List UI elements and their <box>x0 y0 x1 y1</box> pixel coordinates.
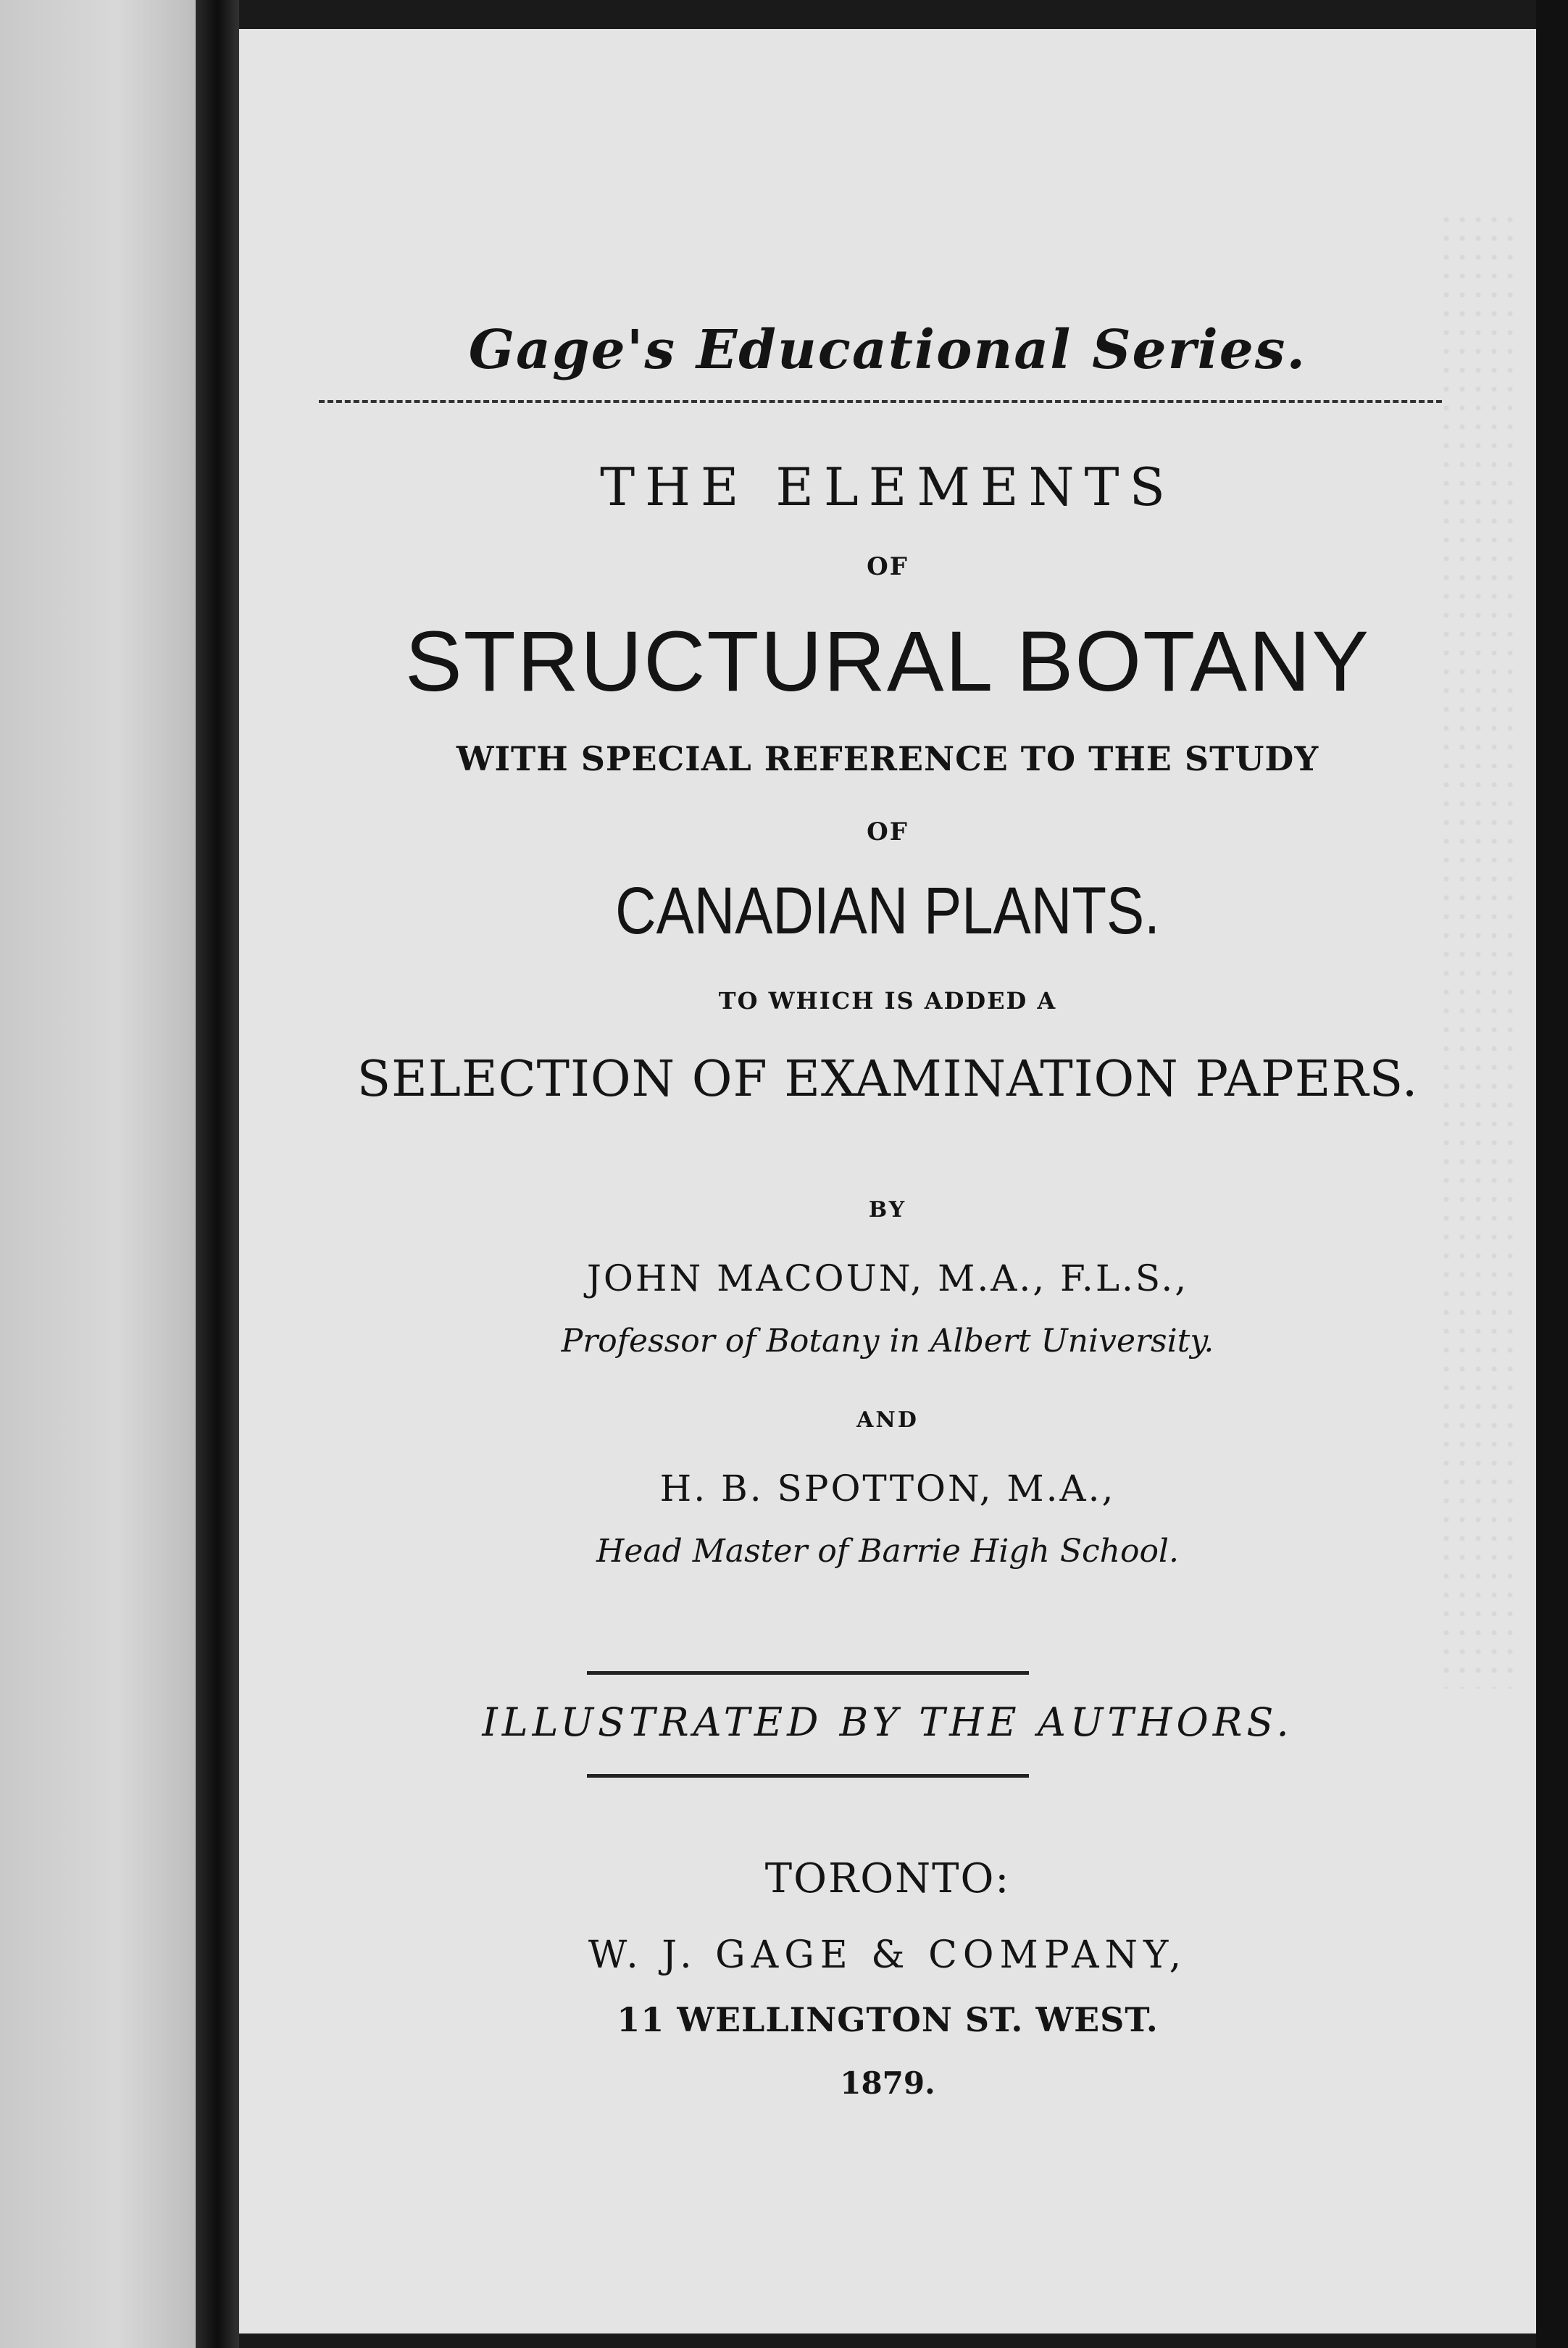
title-page-content <box>239 0 1536 2348</box>
author-1-role: Professor of Botany in Albert University. <box>561 1323 1214 1360</box>
book-spine <box>196 0 239 2348</box>
series-divider <box>319 400 1442 403</box>
scan-border <box>1536 0 1568 2348</box>
and-label: AND <box>856 1407 919 1433</box>
series-heading: Gage's Educational Series. <box>468 319 1307 381</box>
of-connector-2: OF <box>867 817 909 846</box>
illustrated-rule-top <box>587 1671 1029 1675</box>
added-note: TO WHICH IS ADDED A <box>718 987 1057 1015</box>
imprint-address: 11 WELLINGTON ST. WEST. <box>617 2000 1159 2039</box>
selection-title: SELECTION OF EXAMINATION PAPERS. <box>356 1051 1419 1108</box>
subtitle: WITH SPECIAL REFERENCE TO THE STUDY <box>456 739 1319 778</box>
of-connector-1: OF <box>867 552 909 581</box>
imprint-city: TORONTO: <box>764 1855 1011 1902</box>
subject-title: CANADIAN PLANTS. <box>615 874 1160 948</box>
illustrated-rule-bottom <box>587 1774 1029 1778</box>
by-label: BY <box>868 1197 907 1223</box>
imprint-publisher: W. J. GAGE & COMPANY, <box>588 1933 1188 1977</box>
facing-page-edge <box>0 0 196 2348</box>
imprint-year: 1879. <box>840 2065 935 2101</box>
illustrated-note: ILLUSTRATED BY THE AUTHORS. <box>482 1699 1293 1745</box>
author-2-role: Head Master of Barrie High School. <box>596 1533 1179 1570</box>
main-title: STRUCTURAL BOTANY <box>404 614 1371 709</box>
title-line-1: THE ELEMENTS <box>600 457 1175 517</box>
author-1-name: JOHN MACOUN, M.A., F.L.S., <box>586 1257 1189 1299</box>
author-2-name: H. B. SPOTTON, M.A., <box>659 1468 1116 1510</box>
